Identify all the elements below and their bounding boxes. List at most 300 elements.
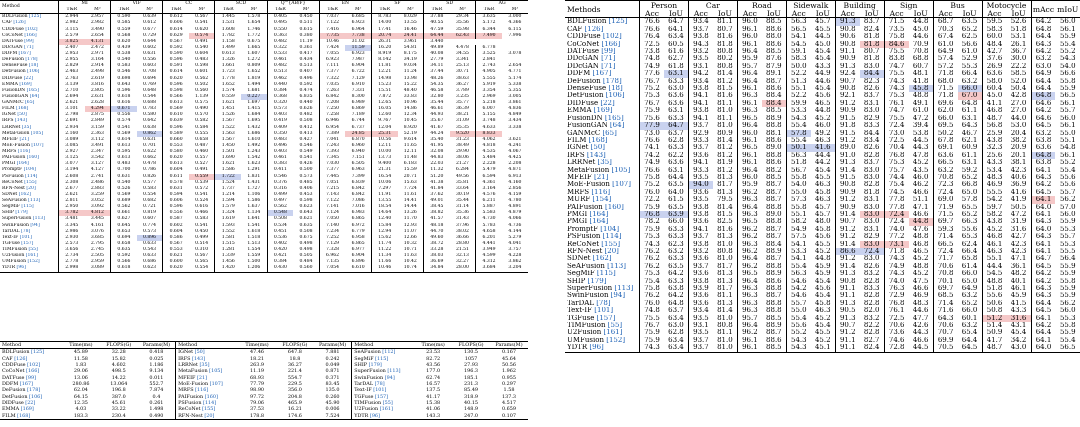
- metric-value: 58.3: [982, 26, 1006, 33]
- metric-value: 62.0: [933, 107, 957, 114]
- metric-value: 18.54: [371, 204, 397, 210]
- method-name: EMMA [169]: [2, 406, 34, 413]
- method-name: CAF [126]: [2, 20, 26, 26]
- sub-header: T&R: [59, 7, 85, 14]
- metric-value: 74.9: [640, 63, 664, 70]
- metric-value: 12.11: [371, 143, 397, 149]
- metric-value: 46.1: [1010, 285, 1027, 293]
- metric-value: 65.3: [961, 233, 978, 241]
- metric-value: 63.7: [668, 129, 684, 137]
- metric-value: 6.722: [351, 69, 365, 75]
- method-name: DATFuse [99]: [2, 374, 37, 381]
- metric-value: 64.3: [1031, 41, 1055, 48]
- metric-value: 93.7: [688, 344, 712, 352]
- metric-value: 56.0: [1059, 307, 1076, 315]
- metric-value: 38.45: [424, 204, 450, 210]
- table-row: [565, 329, 1080, 336]
- metric-value: 2.710: [59, 88, 85, 94]
- method-name: FILM [168]: [2, 412, 31, 419]
- metric-value: 54.3: [786, 344, 810, 352]
- metric-value: 44.8: [814, 255, 831, 263]
- metric-value: 50.9: [982, 329, 1006, 336]
- metric-value: 86.6: [835, 248, 859, 255]
- metric-value: 0.543: [143, 247, 157, 252]
- metric-value: 74.9: [640, 159, 664, 166]
- method-name: PMGI [164]: [567, 218, 609, 226]
- metric-value: 42.3: [1010, 240, 1027, 248]
- method-name: LRRNet [35]: [176, 362, 239, 368]
- metric-value: 1.619: [215, 216, 241, 222]
- metric-value: 87.9: [766, 62, 782, 70]
- metric-value: 24.85: [345, 131, 371, 137]
- metric-value: 1.621: [215, 100, 241, 106]
- metric-value: 50.0: [786, 63, 810, 70]
- metric-value: 88.7: [766, 233, 782, 241]
- metric-value: 37.6: [982, 55, 1006, 62]
- metric-value: 93.6: [688, 300, 712, 307]
- metric-value: 0.560: [299, 265, 313, 271]
- metric-value: 55.3: [1059, 225, 1076, 233]
- metric-value: 0.575: [195, 100, 209, 105]
- metric-value: 0.546: [111, 69, 137, 75]
- metric-value: 7.328: [319, 247, 345, 253]
- method-name: UMFusion [152]: [2, 259, 40, 265]
- metric-value: 64.1: [1031, 315, 1055, 322]
- metric-value: 45.9: [814, 270, 831, 278]
- metric-value: 91.2: [835, 329, 859, 336]
- class-header: Motocycle: [982, 1, 1031, 11]
- metric-value: 7.377: [319, 167, 345, 173]
- metric-value: 55.9: [1059, 270, 1076, 278]
- efficiency-value: 229.5: [287, 381, 302, 388]
- metric-value: 0.495: [267, 20, 293, 26]
- efficiency-value: 185.1: [464, 374, 479, 381]
- metric-value: 4.780: [508, 198, 522, 203]
- metric-value: 0.594: [163, 192, 189, 198]
- table-row: [565, 33, 1080, 40]
- efficiency-value: 0.167: [501, 349, 516, 356]
- metric-value: 5.919: [476, 82, 502, 88]
- metric-value: 82.5: [717, 218, 733, 226]
- metric-value: 58.3: [786, 55, 810, 62]
- metric-value: 1.492: [247, 142, 261, 148]
- metric-value: 55.5: [982, 189, 1006, 196]
- metric-value: 0.562: [111, 204, 137, 210]
- metric-value: 56.3: [786, 270, 810, 277]
- metric-value: 71.8: [933, 92, 957, 99]
- metric-value: 0.403: [267, 149, 293, 155]
- metric-value: 11.22: [371, 247, 397, 253]
- metric-value: 3.490: [90, 26, 104, 32]
- efficiency-value: 29.06: [73, 368, 88, 375]
- metric-value: 91.8: [835, 122, 859, 129]
- metric-value: 1.158: [215, 39, 241, 45]
- metric-value: 6.913: [508, 173, 522, 179]
- metric-value: 63.2: [961, 322, 978, 330]
- metric-value: 38.21: [455, 112, 469, 118]
- metric-value: 15.84: [371, 223, 397, 229]
- metric-value: 81.0: [717, 107, 733, 115]
- metric-value: 1.722: [215, 174, 241, 180]
- method-name: Text-IF [101]: [567, 307, 614, 315]
- metric-value: 34.55: [455, 51, 469, 56]
- metric-value: 6.183: [403, 161, 417, 167]
- metric-value: 45.8: [814, 299, 831, 307]
- metric-value: 0.783: [143, 106, 157, 112]
- metric-value: 0.809: [247, 63, 261, 69]
- metric-value: 0.661: [111, 210, 137, 216]
- method-name: TIMFusion [55]: [2, 247, 38, 252]
- metric-value: 96.1: [737, 85, 761, 92]
- efficiency-value: 12.35: [73, 400, 88, 407]
- efficiency-value: 280.86: [72, 381, 90, 388]
- method-name: CoCoNet [166]: [2, 32, 37, 38]
- metric-value: 65.0: [961, 277, 978, 285]
- metric-value: 1.214: [215, 192, 241, 198]
- metric-value: 5.783: [476, 223, 502, 229]
- metric-value: 94.1: [688, 159, 712, 166]
- metric-value: 92.9: [688, 130, 712, 137]
- metric-value: 6.865: [351, 216, 365, 222]
- metric-value: 35.36: [455, 210, 469, 216]
- method-name: ReCoNet [155]: [567, 240, 621, 248]
- metric-value: 0.451: [267, 229, 293, 235]
- metric-value: 0.487: [195, 142, 209, 148]
- metric-value: 93.6: [688, 152, 712, 159]
- metric-value: 7.416: [319, 27, 345, 33]
- metric-value: 32.80: [424, 94, 450, 100]
- metric-value: 41.8: [912, 77, 929, 85]
- metric-value: 77.8: [884, 196, 908, 203]
- metric-value: 64.1: [668, 25, 684, 33]
- metric-value: 82.2: [863, 322, 880, 330]
- metric-value: 64.4: [1031, 329, 1055, 336]
- metric-value: 1.450: [215, 143, 241, 149]
- metric-value: 88.6: [766, 40, 782, 48]
- metric-value: 53.0: [1010, 122, 1027, 130]
- table-row: [565, 92, 1080, 99]
- method-name: IGNet [50]: [567, 144, 606, 152]
- metric-value: 0.586: [163, 235, 189, 241]
- metric-value: 71.4: [933, 300, 957, 307]
- metric-value: 80.8: [717, 48, 733, 56]
- metric-value: 57.4: [933, 55, 957, 62]
- efficiency-value: 0.4: [152, 393, 161, 400]
- metric-value: 65.2: [961, 25, 978, 33]
- metric-value: 45.2: [814, 248, 831, 255]
- metric-value: 8.919: [371, 51, 397, 57]
- method-name: SwinFusion [94]: [2, 222, 40, 228]
- metric-value: 4.127: [90, 167, 104, 173]
- metric-value: 64.3: [961, 122, 978, 130]
- metric-value: 74.3: [884, 85, 908, 92]
- metric-value: 55.7: [1059, 233, 1076, 241]
- metric-value: 91.2: [835, 255, 859, 262]
- metric-value: 96.1: [737, 26, 761, 33]
- metric-value: 96.4: [737, 122, 761, 129]
- metric-value: 43.3: [814, 62, 831, 70]
- metric-value: 0.496: [267, 143, 293, 149]
- metric-value: 10.46: [371, 265, 397, 272]
- metric-value: 0.559: [189, 174, 215, 180]
- metric-value: 88.8: [766, 285, 782, 293]
- metric-value: 45.4: [814, 55, 831, 63]
- metric-value: 61.0: [961, 48, 978, 56]
- sub-header: M³: [511, 7, 519, 13]
- metric-value: 96.3: [737, 292, 761, 299]
- metric-value: 11.34: [371, 253, 397, 259]
- metric-value: 81.6: [717, 92, 733, 100]
- metric-value: 64.4: [1031, 300, 1055, 307]
- metric-value: 64.1: [1031, 167, 1055, 174]
- sub-header: M³: [354, 7, 362, 13]
- metric-value: 7.738: [345, 33, 371, 39]
- method-name: SwinFusion [94]: [352, 375, 415, 381]
- table-row: [0, 413, 528, 420]
- metric-value: 88.4: [762, 100, 786, 107]
- metric-value: 88.6: [766, 336, 782, 344]
- metric-value: 63.6: [982, 70, 1006, 77]
- metric-value: 0.548: [267, 210, 293, 216]
- metric-value: 91.4: [835, 167, 859, 174]
- metric-value: 74.3: [640, 241, 664, 248]
- metric-value: 76.0: [640, 300, 664, 307]
- metric-value: 37.88: [424, 14, 450, 21]
- efficiency-value: 0.006: [325, 406, 340, 413]
- metric-value: 10.46: [319, 39, 345, 45]
- metric-value: 0.549: [299, 149, 313, 154]
- metric-value: 0.450: [195, 228, 209, 234]
- metric-value: 46.58: [424, 88, 450, 94]
- metric-value: 10.32: [403, 240, 417, 246]
- metric-value: 6.610: [351, 265, 365, 271]
- efficiency-value: 27.93: [464, 362, 479, 369]
- metric-value: 63.2: [933, 167, 957, 174]
- metric-value: 0.584: [195, 124, 209, 130]
- metric-value: 72.4: [884, 218, 908, 225]
- method-name: MoE-Fusion [107]: [176, 381, 239, 387]
- metric-value: 58.2: [982, 211, 1006, 218]
- method-name: CAF [126]: [567, 25, 604, 33]
- metric-value: 68.8: [912, 55, 929, 63]
- metric-value: 11.81: [371, 63, 397, 69]
- metric-value: 0.629: [163, 33, 189, 39]
- metric-value: 81.2: [717, 77, 733, 85]
- metric-value: 49.56: [455, 173, 469, 179]
- metric-value: 63.4: [668, 314, 684, 322]
- metric-value: 93.7: [688, 122, 712, 129]
- metric-value: 81.8: [717, 40, 733, 48]
- metric-value: 69.6: [933, 100, 957, 107]
- metric-value: 72.8: [884, 344, 908, 352]
- metric-value: 6.989: [351, 100, 365, 105]
- metric-value: 1.581: [215, 235, 241, 241]
- efficiency-value: 554.7: [287, 374, 302, 381]
- metric-value: 5.555: [476, 76, 502, 82]
- metric-value: 3.112: [90, 136, 104, 142]
- sub-header: M³: [146, 7, 153, 13]
- sub-header: Acc: [786, 10, 810, 18]
- metric-value: 2.308: [59, 180, 85, 186]
- metric-value: 81.1: [717, 292, 733, 300]
- metric-value: 3.345: [59, 223, 85, 229]
- metric-value: 31.6: [1010, 225, 1027, 233]
- metric-value: 96.5: [737, 144, 761, 151]
- metric-value: 69.7: [933, 218, 957, 225]
- metric-value: 48.40: [403, 87, 417, 93]
- metric-value: 9.034: [403, 63, 417, 69]
- metric-value: 6.115: [508, 26, 522, 32]
- metric-value: 74.2: [640, 152, 664, 159]
- efficiency-value: 0.011: [149, 374, 164, 381]
- metric-value: 0.638: [143, 124, 157, 130]
- metric-value: 90.9: [835, 107, 859, 114]
- metric-value: 70.8: [933, 174, 957, 181]
- metric-value: 0.567: [195, 14, 209, 20]
- metric-value: 11.61: [403, 191, 417, 197]
- method-name: IRFS [143]: [176, 356, 239, 362]
- metric-value: 52.0: [1010, 77, 1027, 85]
- metric-value: 76.2: [640, 248, 664, 255]
- metric-value: 0.614: [111, 137, 137, 143]
- metric-value: 34.19: [403, 57, 417, 63]
- metric-value: 1.206: [247, 265, 261, 271]
- metric-value: 56.0: [1059, 210, 1076, 218]
- efficiency-value: 7.881: [325, 349, 340, 356]
- metric-value: 65.5: [961, 203, 978, 211]
- metric-value: 4.599: [476, 253, 502, 259]
- metric-value: 1.727: [247, 185, 261, 191]
- metric-value: 2.955: [59, 57, 85, 63]
- metric-value: 50.6: [982, 300, 1006, 307]
- metric-value: 77.8: [884, 204, 908, 211]
- metric-value: 2.743: [476, 63, 502, 69]
- metric-value: 74.3: [884, 255, 908, 262]
- metric-value: 0.583: [195, 216, 209, 222]
- metric-value: 0.573: [267, 106, 293, 112]
- metric-value: 47.5: [912, 277, 929, 285]
- metric-value: 74.9: [884, 263, 908, 270]
- metric-value: 7.735: [319, 33, 345, 39]
- metric-value: 3.204: [508, 265, 522, 271]
- efficiency-value: 231.3: [464, 381, 479, 388]
- metric-value: 83.0: [860, 211, 884, 218]
- metric-value: 63.2: [961, 292, 978, 300]
- method-name: FusionGAN [64]: [2, 93, 40, 99]
- metric-value: 49.60: [424, 235, 450, 241]
- metric-value: 0.541: [195, 191, 209, 197]
- metric-value: 1.608: [215, 27, 241, 33]
- method-name: MRFS [116]: [567, 188, 611, 196]
- metric-value: 0.602: [143, 44, 157, 50]
- metric-value: 1.782: [215, 33, 241, 39]
- metric-value: 7.054: [319, 265, 345, 272]
- metric-value: 0.544: [143, 93, 157, 99]
- metric-value: 12.04: [371, 125, 397, 131]
- metric-value: 93.7: [688, 26, 712, 33]
- metric-value: 96.4: [737, 167, 761, 174]
- metric-value: 0.383: [267, 161, 293, 167]
- metric-value: 2.795: [90, 240, 104, 246]
- metric-header: VIF: [111, 1, 163, 8]
- metric-value: 33.64: [455, 185, 469, 191]
- metric-value: 76.8: [884, 300, 908, 307]
- efficiency-value: 13.064: [110, 381, 128, 388]
- metric-value: 81.0: [717, 344, 733, 352]
- efficiency-value: 263.9: [250, 362, 265, 369]
- metric-value: 96.1: [737, 344, 761, 352]
- metric-value: 82.8: [863, 299, 880, 307]
- metric-value: 0.572: [195, 185, 209, 191]
- metric-value: 47.59: [424, 27, 450, 33]
- metric-value: 76.4: [640, 33, 664, 40]
- metric-value: 80.7: [717, 25, 733, 33]
- metric-value: 44.2: [814, 159, 831, 167]
- metric-value: 3.440: [424, 39, 450, 45]
- sub-header: Acc: [982, 10, 1006, 18]
- efficiency-value: 0.297: [501, 381, 516, 388]
- metric-value: 0.513: [267, 69, 293, 75]
- metric-value: 3.949: [476, 247, 502, 253]
- method-name: SwinFusion [94]: [567, 292, 626, 300]
- metric-value: 51.2: [982, 315, 1006, 322]
- metric-value: 6.983: [351, 210, 365, 216]
- metric-value: 64.2: [1031, 270, 1055, 277]
- metric-value: 26.1: [1010, 40, 1027, 48]
- metric-value: 81.5: [717, 85, 733, 93]
- method-name: DIDFuse [22]: [567, 99, 615, 107]
- metric-value: 15.62: [371, 235, 397, 241]
- metric-value: 1.654: [247, 20, 261, 26]
- metric-value: 64.1: [1031, 196, 1055, 203]
- metric-value: 0.434: [299, 57, 313, 63]
- metric-value: 2.953: [59, 51, 85, 57]
- metric-value: 11.91: [371, 192, 397, 198]
- metric-value: 2.621: [59, 192, 85, 198]
- metric-value: 56.8: [982, 122, 1006, 129]
- metric-value: 44.5: [814, 33, 831, 41]
- metric-value: 75.3: [884, 159, 908, 166]
- metric-value: 93.7: [688, 144, 712, 151]
- metric-value: 45.6: [814, 285, 831, 293]
- metric-value: 0.483: [111, 161, 137, 167]
- metric-value: 72.2: [640, 196, 664, 203]
- metric-value: 91.1: [835, 292, 859, 299]
- metric-value: 55.8: [1059, 277, 1076, 285]
- metric-value: 0.562: [267, 204, 293, 210]
- metric-value: 64.2: [1031, 107, 1055, 114]
- metric-value: 38.1: [1010, 159, 1027, 167]
- metric-value: 9.400: [371, 161, 397, 167]
- metric-value: 64.4: [668, 173, 684, 181]
- metric-value: 45.9: [814, 262, 831, 270]
- efficiency-header: Params(M): [142, 342, 171, 348]
- metric-value: 89.1: [766, 70, 782, 78]
- method-name: DDcGAN [71]: [567, 55, 616, 63]
- metric-value: 49.2: [814, 129, 831, 137]
- metric-value: 75.5: [884, 48, 908, 55]
- metric-value: 0.596: [163, 82, 189, 88]
- metric-value: 0.474: [299, 87, 313, 93]
- metric-value: 72.4: [884, 211, 908, 218]
- metric-value: 70.5: [933, 344, 957, 352]
- efficiency-value: 183.3: [73, 412, 88, 419]
- metric-value: 33.83: [403, 93, 417, 99]
- metric-value: 3.089: [59, 137, 85, 143]
- metric-value: 0.569: [111, 131, 137, 137]
- metric-value: 54.35: [424, 82, 450, 88]
- metric-value: 1.515: [215, 241, 241, 247]
